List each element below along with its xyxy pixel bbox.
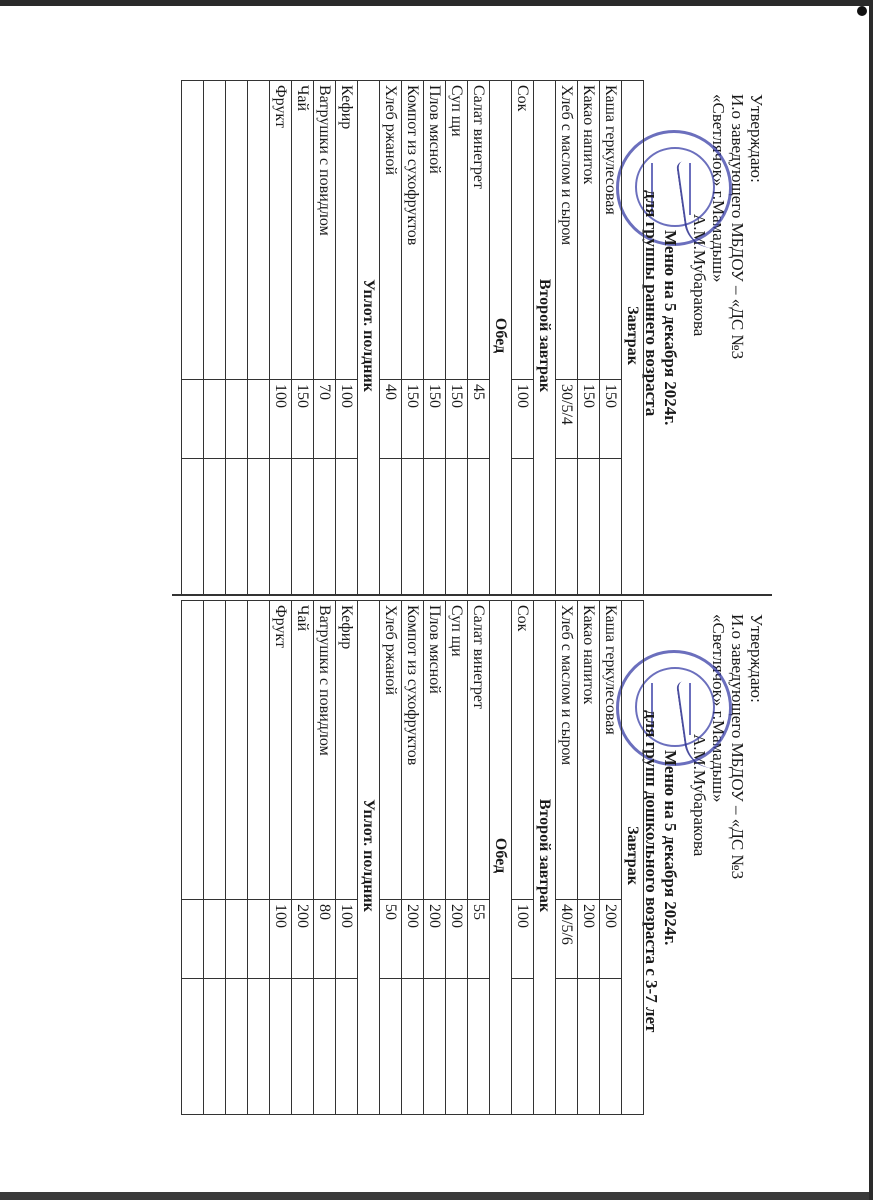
approval-line: А.М.Мубаракова: [690, 734, 709, 857]
empty-cell: [182, 81, 204, 380]
empty-cell: [248, 979, 270, 1115]
dish-portion: 200: [600, 900, 622, 979]
dish-name: Фрукт: [270, 81, 292, 380]
blank-row: [248, 81, 270, 595]
empty-cell: [248, 601, 270, 900]
dish-row: [292, 601, 314, 1115]
blank-row: [226, 81, 248, 595]
empty-cell: [578, 979, 600, 1115]
dish-portion: 70: [314, 380, 336, 459]
scan-edge-top: [0, 0, 873, 6]
dish-name: Каша геркулесовая: [600, 81, 622, 380]
dish-name: Салат винегрет: [468, 601, 490, 900]
dish-portion: 150: [578, 380, 600, 459]
scan-edge-right: [869, 0, 873, 1200]
dish-row: [468, 601, 490, 1115]
menu-title: [642, 190, 680, 610]
menu-group: для групп дошкольного возраста с 3-7 лет: [642, 710, 661, 1033]
empty-cell: [578, 459, 600, 595]
dish-name: Ватрушки с повидлом: [314, 81, 336, 380]
blank-row: [204, 81, 226, 595]
dish-name: Компот из сухофруктов: [402, 601, 424, 900]
empty-cell: [512, 459, 534, 595]
empty-cell: [204, 601, 226, 900]
dish-portion: 30/5/4: [556, 380, 578, 459]
empty-cell: [226, 380, 248, 459]
dish-name: Хлеб с маслом и сыром: [556, 81, 578, 380]
dish-portion: 200: [402, 900, 424, 979]
dish-name: Какао напиток: [578, 601, 600, 900]
section-row: [622, 81, 644, 595]
dish-name: Плов мясной: [424, 81, 446, 380]
empty-cell: [248, 81, 270, 380]
empty-cell: [424, 979, 446, 1115]
dish-portion: 45: [468, 380, 490, 459]
dish-portion: 55: [468, 900, 490, 979]
approval-line: А.М.Мубаракова: [690, 214, 709, 337]
empty-cell: [600, 459, 622, 595]
menu-early-age: [172, 80, 772, 595]
dish-name: Суп щи: [446, 601, 468, 900]
approval-line: И.о заведующего МБДОУ – «ДС №3: [728, 94, 747, 360]
empty-cell: [248, 459, 270, 595]
empty-cell: [424, 459, 446, 595]
dish-row: [468, 81, 490, 595]
dish-name: Какао напиток: [578, 81, 600, 380]
dish-row: [600, 601, 622, 1115]
section-heading: Завтрак: [622, 601, 644, 1115]
empty-cell: [182, 900, 204, 979]
empty-cell: [380, 979, 402, 1115]
empty-cell: [402, 459, 424, 595]
dish-name: Салат винегрет: [468, 81, 490, 380]
dish-portion: 200: [446, 900, 468, 979]
dish-portion: 100: [270, 380, 292, 459]
dish-name: Хлеб ржаной: [380, 601, 402, 900]
blank-row: [226, 601, 248, 1115]
empty-cell: [556, 459, 578, 595]
section-heading: Завтрак: [622, 81, 644, 595]
dish-row: [446, 601, 468, 1115]
dish-name: Каша геркулесовая: [600, 601, 622, 900]
dish-portion: 100: [336, 900, 358, 979]
menu-sheet: [172, 80, 772, 1140]
dish-portion: 100: [270, 900, 292, 979]
dish-portion: 200: [424, 900, 446, 979]
empty-cell: [336, 979, 358, 1115]
dish-name: Кефир: [336, 81, 358, 380]
dish-name: Хлеб ржаной: [380, 81, 402, 380]
empty-cell: [380, 459, 402, 595]
dish-portion: 150: [600, 380, 622, 459]
menu-preschool: [172, 600, 772, 1115]
dish-row: [402, 81, 424, 595]
dish-portion: 80: [314, 900, 336, 979]
dish-portion: 100: [512, 900, 534, 979]
empty-cell: [248, 900, 270, 979]
empty-cell: [336, 459, 358, 595]
dish-name: Суп щи: [446, 81, 468, 380]
dish-row: [556, 601, 578, 1115]
empty-cell: [204, 380, 226, 459]
dish-portion: 200: [578, 900, 600, 979]
section-heading: Обед: [490, 81, 512, 595]
dish-portion: 50: [380, 900, 402, 979]
empty-cell: [402, 979, 424, 1115]
dish-row: [270, 81, 292, 595]
empty-cell: [292, 459, 314, 595]
dish-name: Кефир: [336, 601, 358, 900]
empty-cell: [226, 979, 248, 1115]
section-row: [358, 81, 380, 595]
dish-portion: 150: [402, 380, 424, 459]
approval-line: «Светлячок» г.Мамадыш»: [709, 614, 728, 803]
section-row: [490, 81, 512, 595]
dish-row: [578, 81, 600, 595]
blank-row: [204, 601, 226, 1115]
section-heading: Второй завтрак: [534, 601, 556, 1115]
empty-cell: [226, 459, 248, 595]
empty-cell: [248, 380, 270, 459]
approval-line: «Светлячок» г.Мамадыш»: [709, 94, 728, 283]
empty-cell: [182, 979, 204, 1115]
scan-hole-mark: [857, 6, 867, 16]
approval-line: И.о заведующего МБДОУ – «ДС №3: [728, 614, 747, 880]
dish-portion: 100: [336, 380, 358, 459]
dish-row: [556, 81, 578, 595]
dish-row: [600, 81, 622, 595]
dish-row: [336, 601, 358, 1115]
menu-title: [642, 710, 680, 1130]
menu-table: [181, 80, 644, 595]
dish-portion: 200: [292, 900, 314, 979]
dish-name: Ватрушки с повидлом: [314, 601, 336, 900]
empty-cell: [468, 979, 490, 1115]
dish-name: Сок: [512, 81, 534, 380]
page-divider: [172, 594, 772, 596]
menu-table-body: [182, 81, 644, 595]
empty-cell: [226, 601, 248, 900]
scan-edge-bottom: [0, 1192, 873, 1200]
dish-portion: 150: [292, 380, 314, 459]
empty-cell: [446, 459, 468, 595]
empty-cell: [226, 900, 248, 979]
dish-portion: 40: [380, 380, 402, 459]
section-heading: Уплот. полдник: [358, 81, 380, 595]
section-row: [534, 601, 556, 1115]
dish-name: Хлеб с маслом и сыром: [556, 601, 578, 900]
empty-cell: [182, 459, 204, 595]
empty-cell: [468, 459, 490, 595]
dish-row: [336, 81, 358, 595]
empty-cell: [446, 979, 468, 1115]
dish-name: Чай: [292, 601, 314, 900]
section-heading: Обед: [490, 601, 512, 1115]
dish-row: [578, 601, 600, 1115]
menu-date: Меню на 5 декабря 2024г.: [661, 230, 680, 426]
menu-table: [181, 600, 644, 1115]
section-row: [622, 601, 644, 1115]
dish-row: [424, 81, 446, 595]
menu-group: для группы раннего возраста: [642, 190, 661, 417]
empty-cell: [556, 979, 578, 1115]
dish-portion: 150: [424, 380, 446, 459]
blank-row: [248, 601, 270, 1115]
section-heading: Уплот. полдник: [358, 601, 380, 1115]
dish-row: [314, 81, 336, 595]
empty-cell: [204, 459, 226, 595]
empty-cell: [600, 979, 622, 1115]
dish-row: [314, 601, 336, 1115]
dish-name: Фрукт: [270, 601, 292, 900]
dish-row: [270, 601, 292, 1115]
section-row: [358, 601, 380, 1115]
empty-cell: [226, 81, 248, 380]
dish-name: Чай: [292, 81, 314, 380]
section-row: [534, 81, 556, 595]
section-heading: Второй завтрак: [534, 81, 556, 595]
section-row: [490, 601, 512, 1115]
approval-line: Утверждаю:: [747, 614, 766, 703]
dish-name: Компот из сухофруктов: [402, 81, 424, 380]
dish-portion: 100: [512, 380, 534, 459]
dish-name: Сок: [512, 601, 534, 900]
dish-row: [512, 81, 534, 595]
dish-row: [512, 601, 534, 1115]
dish-row: [380, 81, 402, 595]
empty-cell: [270, 459, 292, 595]
dish-row: [380, 601, 402, 1115]
empty-cell: [314, 459, 336, 595]
empty-cell: [204, 979, 226, 1115]
dish-portion: 150: [446, 380, 468, 459]
empty-cell: [204, 900, 226, 979]
dish-portion: 40/5/6: [556, 900, 578, 979]
menu-date: Меню на 5 декабря 2024г.: [661, 750, 680, 946]
dish-row: [446, 81, 468, 595]
dish-row: [292, 81, 314, 595]
empty-cell: [182, 601, 204, 900]
empty-cell: [270, 979, 292, 1115]
empty-cell: [314, 979, 336, 1115]
blank-row: [182, 81, 204, 595]
dish-row: [402, 601, 424, 1115]
blank-row: [182, 601, 204, 1115]
dish-row: [424, 601, 446, 1115]
empty-cell: [204, 81, 226, 380]
empty-cell: [182, 380, 204, 459]
approval-line: Утверждаю:: [747, 94, 766, 183]
dish-name: Плов мясной: [424, 601, 446, 900]
empty-cell: [292, 979, 314, 1115]
menu-table-body: [182, 601, 644, 1115]
empty-cell: [512, 979, 534, 1115]
